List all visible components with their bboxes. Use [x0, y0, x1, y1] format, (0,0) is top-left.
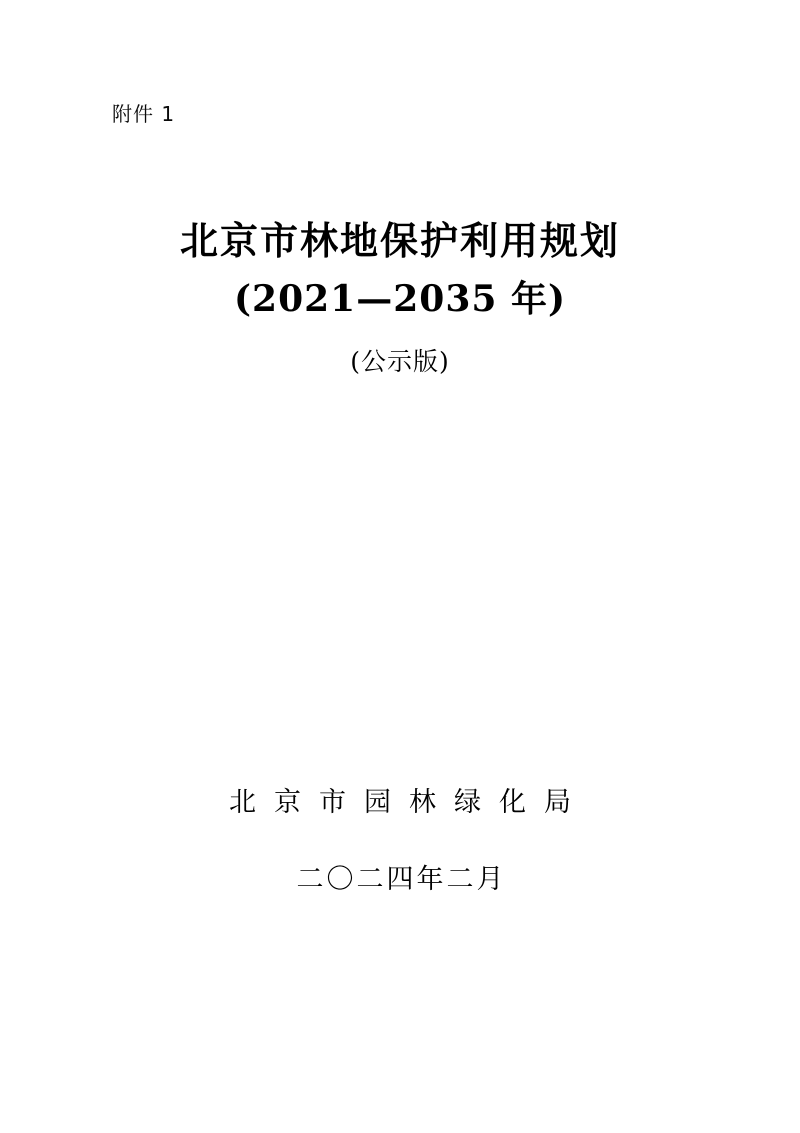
- attachment-label: 附件 1: [112, 102, 176, 126]
- issuing-authority: 北京市园林绿化局: [229, 787, 589, 818]
- issuer-block: [0, 780, 800, 896]
- document-title: 北京市林地保护利用规划: [179, 218, 620, 263]
- issue-date: 二〇二四年二月: [296, 864, 507, 895]
- title-block: [0, 215, 800, 378]
- document-title-period: (2021—2035 年): [234, 278, 566, 321]
- document-subtitle: (公示版): [350, 347, 450, 377]
